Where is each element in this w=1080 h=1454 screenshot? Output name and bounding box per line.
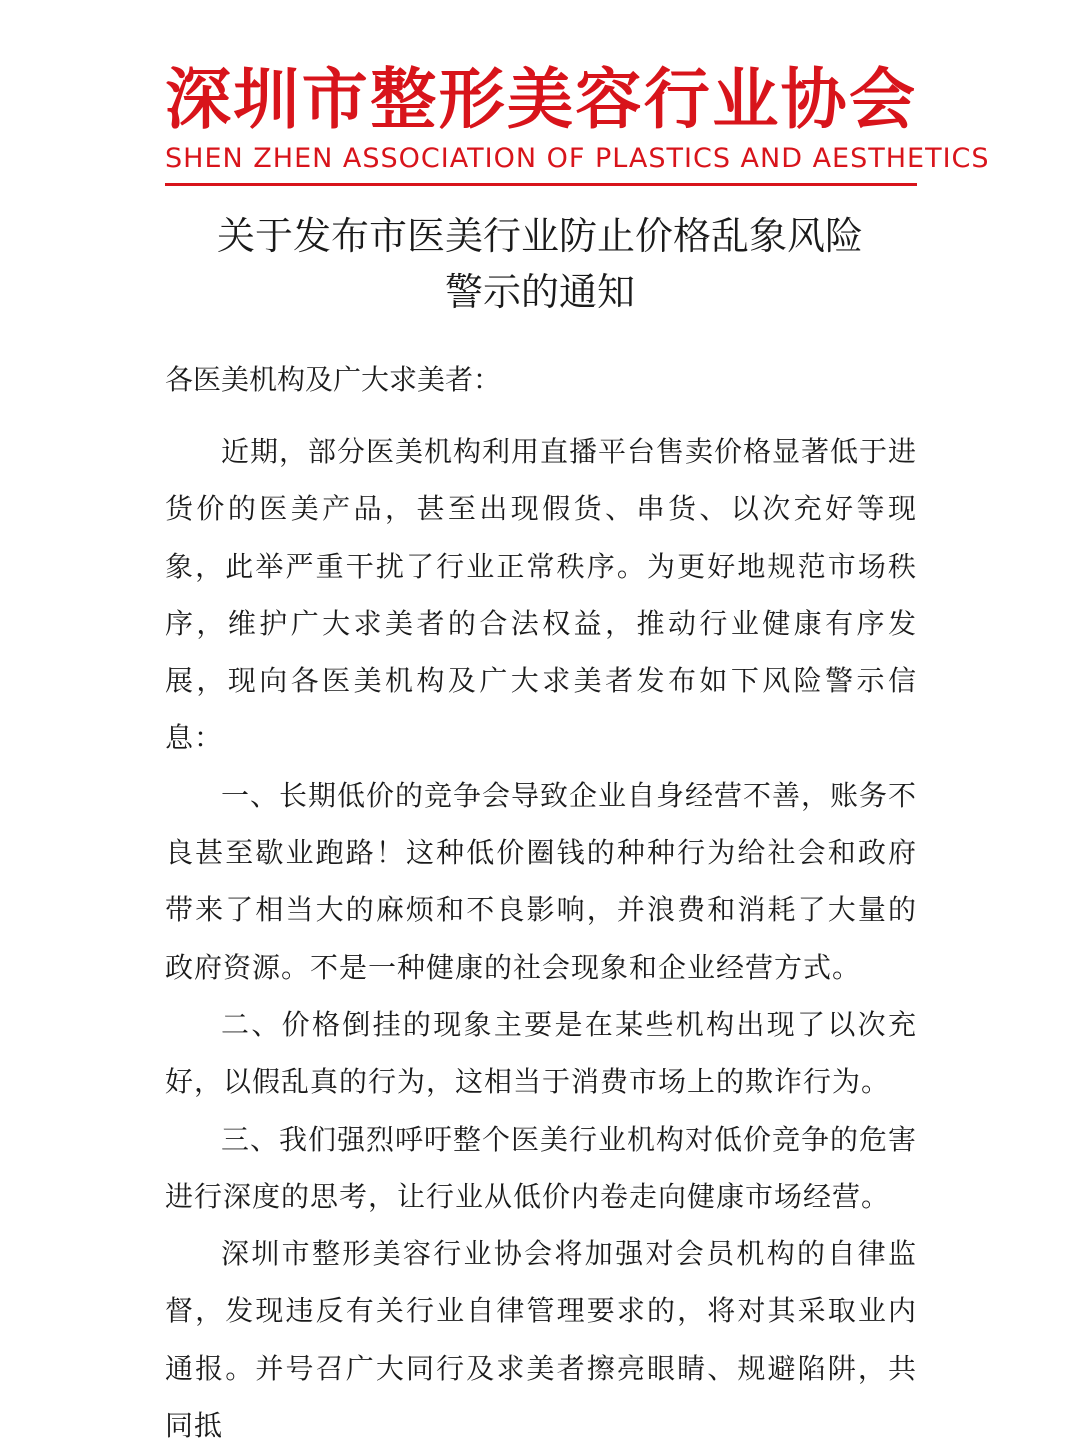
paragraph-closing: 深圳市整形美容行业协会将加强对会员机构的自律监督，发现违反有关行业自律管理要求的，将对其采取业内通报。并号召广大同行及求美者擦亮眼睛、规避陷阱，共同抵	[165, 1237, 917, 1443]
document-title-line-1: 关于发布市医美行业防止价格乱象风险	[216, 214, 863, 258]
paragraph-point-3: 三、我们强烈呼吁整个医美行业机构对低价竞争的危害进行深度的思考，让行业从低价内卷走向健康市场经营。	[165, 1122, 918, 1213]
document-title	[120, 208, 960, 320]
letterhead-org-name-cn: 深圳市整形美容行业协会	[165, 61, 917, 138]
salutation: 各医美机构及广大求美者：	[165, 363, 502, 396]
document-title-line-2: 警示的通知	[444, 270, 635, 314]
paragraph-intro: 近期，部分医美机构利用直播平台售卖价格显著低于进货价的医美产品，甚至出现假货、串货、以次充好等现象，此举严重干扰了行业正常秩序。为更好地规范市场秩序，维护广大求美者的合法权益，推动行业健康有序发展，现向各医美机构及广大求美者发布如下风险警示信息：	[165, 435, 918, 755]
paragraph-point-2: 二、价格倒挂的现象主要是在某些机构出现了以次充好，以假乱真的行为，这相当于消费市场上的欺诈行为。	[165, 1007, 917, 1099]
letterhead-org-name-en: SHEN ZHEN ASSOCIATION OF PLASTICS AND AESTHETICS	[165, 143, 990, 174]
paragraph-point-1: 一、长期低价的竞争会导致企业自身经营不善，账务不良甚至歇业跑路！这种低价圈钱的种种行为给社会和政府带来了相当大的麻烦和不良影响，并浪费和消耗了大量的政府资源。不是一种健康的社会现象和企业经营方式。	[165, 778, 918, 984]
letterhead-divider	[165, 183, 917, 186]
document-body	[165, 423, 917, 1454]
